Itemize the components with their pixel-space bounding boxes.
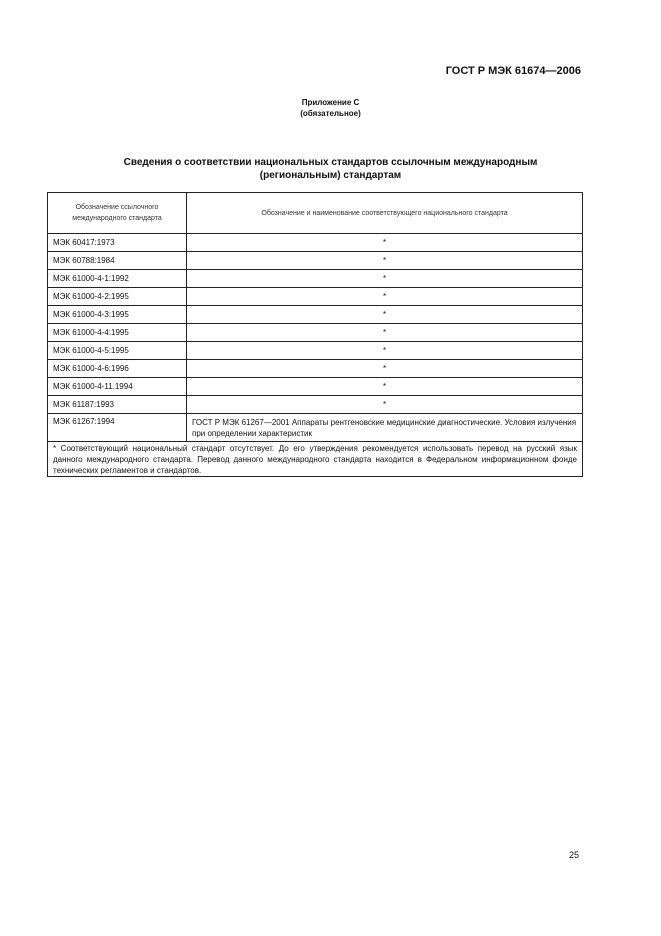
header-national-standard: Обозначение и наименование соответствующего национального стандарта [187, 193, 583, 234]
ref-standard-cell: МЭК 60788:1984 [48, 252, 187, 270]
ref-standard-cell: МЭК 61187:1993 [48, 396, 187, 414]
standards-table [47, 192, 583, 477]
national-standard-cell: * [187, 288, 583, 306]
table-row [48, 234, 583, 252]
table-footnote: * Соответствующий национальный стандарт отсутствует. До его утверждения рекомендуется использовать перевод на русский язык данного международного стандарта. Перевод данного международного стандарта находится в Федеральном информационном фонде технических регламентов и стандартов. [48, 442, 583, 477]
national-standard-cell: * [187, 234, 583, 252]
section-title [60, 156, 601, 182]
national-standard-cell: * [187, 342, 583, 360]
appendix-label: Приложение С [301, 98, 360, 107]
appendix-heading [0, 97, 661, 119]
page-number: 25 [568, 850, 579, 860]
table-row [48, 378, 583, 396]
table-row [48, 414, 583, 442]
ref-standard-cell: МЭК 61000-4-6:1996 [48, 360, 187, 378]
table-row [48, 342, 583, 360]
national-standard-cell: * [187, 252, 583, 270]
table-row [48, 288, 583, 306]
national-standard-cell: ГОСТ Р МЭК 61267—2001 Аппараты рентгеновские медицинские диагностические. Условия излучения при определении характеристик [187, 414, 583, 442]
national-standard-cell: * [187, 306, 583, 324]
table-header-row [48, 193, 583, 234]
ref-standard-cell: МЭК 61267:1994 [48, 414, 187, 442]
table-row [48, 396, 583, 414]
table-row [48, 360, 583, 378]
table-row [48, 306, 583, 324]
ref-standard-cell: МЭК 61000-4-1:1992 [48, 270, 187, 288]
national-standard-cell: * [187, 324, 583, 342]
national-standard-cell: * [187, 396, 583, 414]
ref-standard-cell: МЭК 61000-4-11.1994 [48, 378, 187, 396]
table-row [48, 324, 583, 342]
appendix-status: (обязательное) [300, 109, 361, 118]
national-standard-cell: * [187, 270, 583, 288]
ref-standard-cell: МЭК 61000-4-5:1995 [48, 342, 187, 360]
table-row [48, 252, 583, 270]
ref-standard-cell: МЭК 61000-4-4:1995 [48, 324, 187, 342]
footnote-row [48, 442, 583, 477]
ref-standard-cell: МЭК 60417:1973 [48, 234, 187, 252]
section-title-line1: Сведения о соответствии национальных стандартов ссылочным международным [123, 157, 538, 168]
section-title-line2: (региональным) стандартам [259, 170, 402, 181]
national-standard-cell: * [187, 378, 583, 396]
header-ref-standard: Обозначение ссылочного международного стандарта [48, 193, 187, 234]
document-code: ГОСТ Р МЭК 61674—2006 [445, 65, 581, 77]
national-standard-cell: * [187, 360, 583, 378]
ref-standard-cell: МЭК 61000-4-3:1995 [48, 306, 187, 324]
ref-standard-cell: МЭК 61000-4-2:1995 [48, 288, 187, 306]
table-row [48, 270, 583, 288]
